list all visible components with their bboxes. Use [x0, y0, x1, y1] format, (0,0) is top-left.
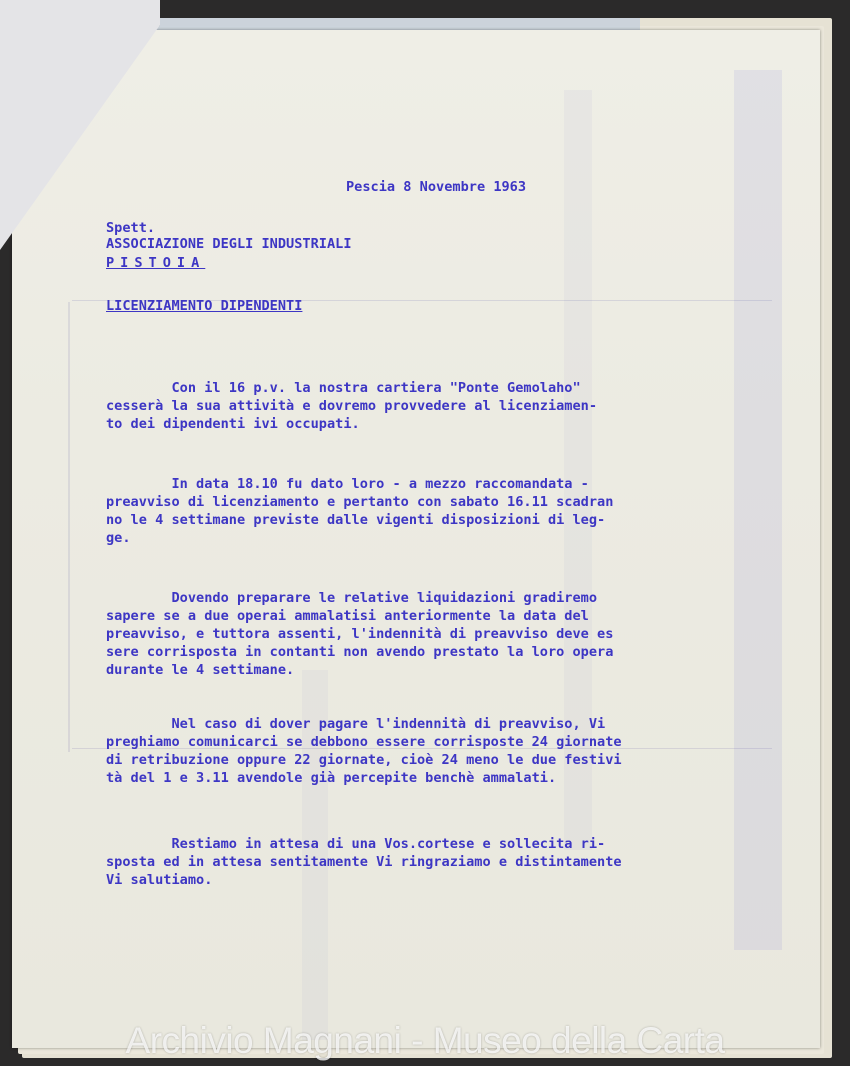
letter-subject: LICENZIAMENTO DIPENDENTI: [106, 298, 303, 314]
paragraph: Nel caso di dover pagare l'indennità di preavviso, Vi preghiamo comunicarci se debbono essere corrisposte 24 giornate di retribuzione oppure 22 giornate, cioè 24 meno le due festivi tà del 1 e 3.11 avendole già percepite benchè ammalati.: [106, 716, 622, 786]
addressee: ASSOCIAZIONE DEGLI INDUSTRIALI: [106, 236, 352, 252]
archive-watermark: Archivio Magnani - Museo della Carta: [125, 1020, 725, 1061]
carbon-line: [68, 302, 70, 752]
letter-body: [106, 343, 622, 907]
salutation: Spett.: [106, 220, 156, 236]
paragraph: Restiamo in attesa di una Vos.cortese e sollecita ri- sposta ed in attesa sentitamente Vi ringraziamo e distintamente Vi salutiamo.: [106, 836, 622, 888]
paragraph: Dovendo preparare le relative liquidazioni gradiremo sapere se a due operai ammalatisi anteriormente la data del preavviso, e tuttora assenti, l'indennità di preavviso deve es sere corrisposta in contanti non avendo prestato la loro opera durante le 4 settimane.: [106, 590, 614, 678]
carbon-imprint: [734, 70, 782, 950]
paper-strip: [150, 18, 640, 30]
letter-date: Pescia 8 Novembre 1963: [346, 179, 527, 195]
paragraph: In data 18.10 fu dato loro - a mezzo raccomandata - preavviso di licenziamento e pertanto con sabato 16.11 scadran no le 4 settimane previste dalle vigenti disposizioni di leg- ge.: [106, 476, 614, 546]
addressee-city: PISTOIA: [106, 255, 206, 271]
paragraph: Con il 16 p.v. la nostra cartiera "Ponte Gemolaho" cesserà la sua attività e dovremo provvedere al licenziamen- to dei dipendenti ivi occupati.: [106, 380, 598, 432]
